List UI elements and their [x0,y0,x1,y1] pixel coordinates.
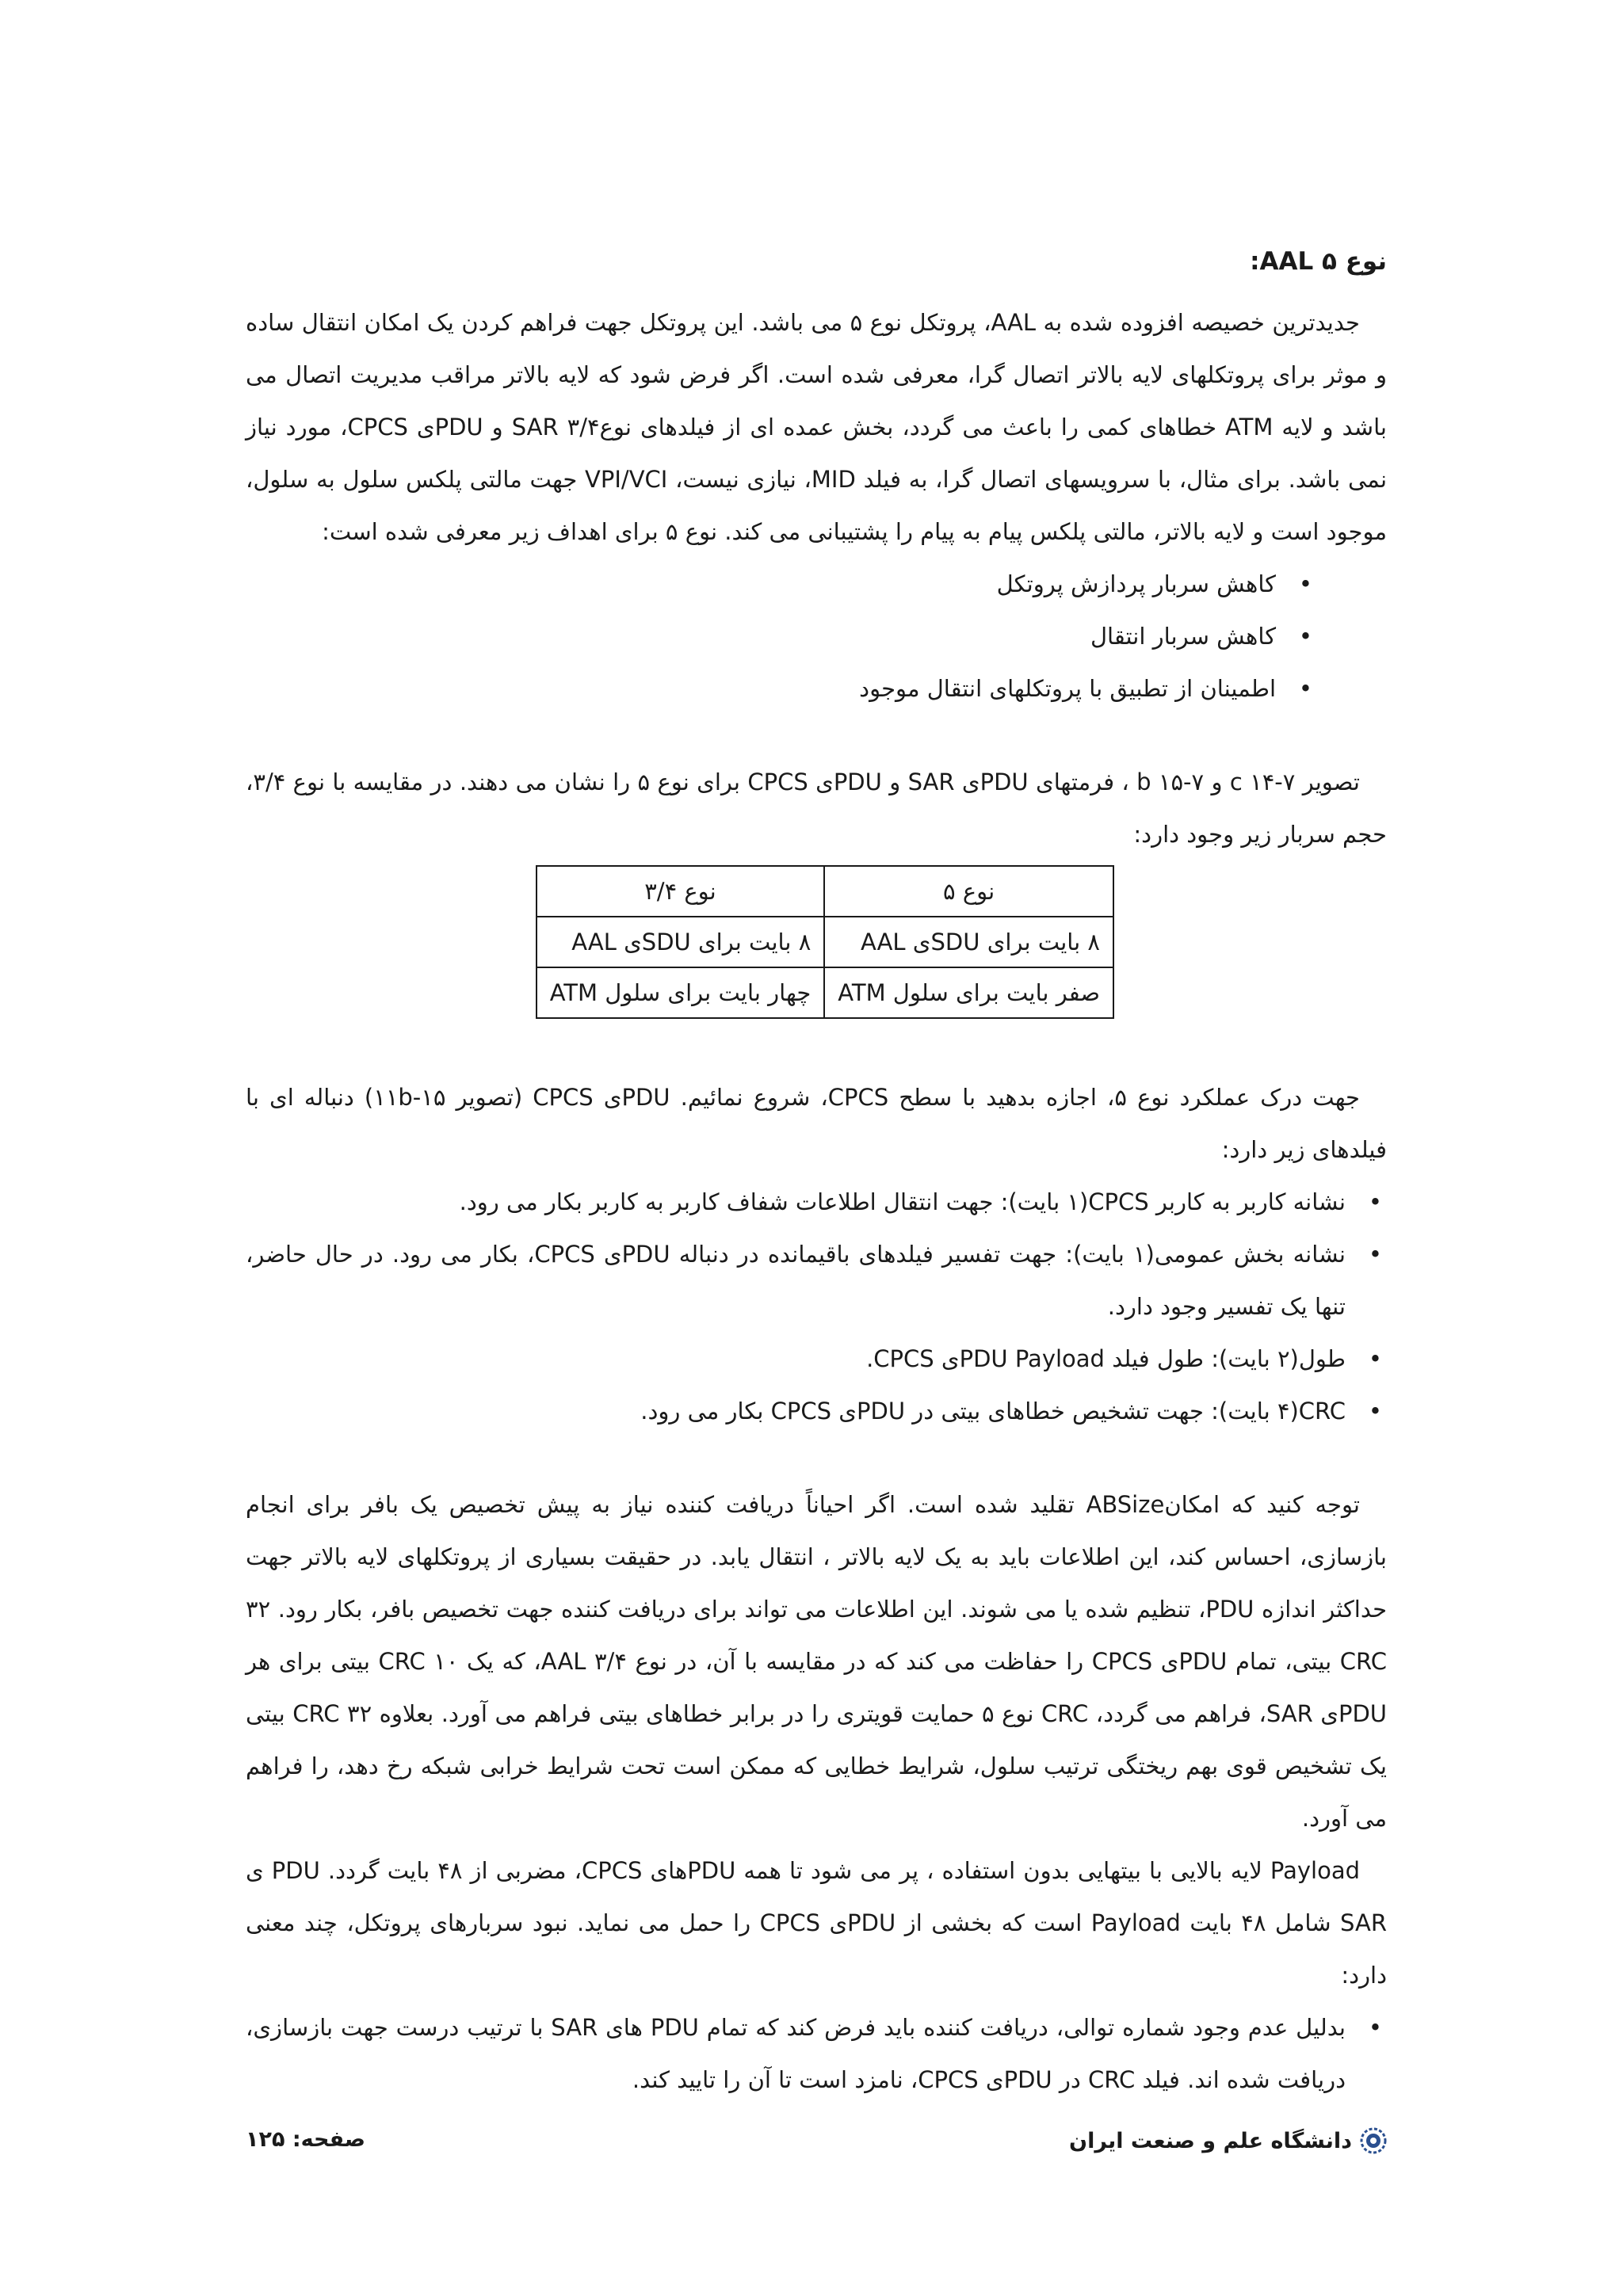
university-label: دانشگاه علم و صنعت ایران [1069,2128,1352,2153]
absize-paragraph: توجه کنید که امکانABSize تقلید شده است. اگر احیاناً دریافت کننده نیاز به پیش تخصیص یک بافر برای انجام بازسازی، احساس کند، این اطلاعات باید به یک لایه بالاتر ، انتقال یابد. در حقیقت بسیاری از پروتکلهای لایه بالاتر جهت حداکثر اندازه PDU، تنظیم شده یا می شوند. این اطلاعات می تواند برای دریافت کننده جهت تخصیص بافر، بکار رود. ۳۲ CRC بیتی، تمام PDUی CPCS را حفاظت می کند که در مقایسه با آن، در نوع ۳/۴ AAL، که یک ۱۰ CRC بیتی برای هر PDUی SAR، فراهم می گردد، CRC نوع ۵ حمایت قویتری را در برابر خطاهای بیتی فراهم می آورد. بعلاوه ۳۲ CRC بیتی یک تشخیص قوی بهم ریختگی ترتیب سلول، شرایط خطایی که ممکن است تحت شرایط خرابی شبکه رخ دهد، را فراهم می آورد. [246,1491,1388,1832]
meanings-list [246,2001,1387,2106]
spacer [246,715,1387,756]
table-row [537,967,1113,1018]
table-header: نوع ۵ [824,866,1113,917]
goal-item: • اطمینان از تطبیق با پروتکلهای انتقال موجود [246,662,1276,715]
table-cell: ۸ بایت برای SDUی AAL [824,917,1113,967]
field-item: • نشانه کاربر به کاربر CPCS(۱ بایت): جهت انتقال اطلاعات شفاف کاربر به کاربر بکار می رود. [246,1176,1346,1228]
spacer [246,1437,1387,1478]
page-footer [246,2127,1387,2175]
university-name [1069,2127,1387,2154]
university-logo-icon [1360,2127,1387,2154]
table-cell: چهار بایت برای سلول ATM [537,967,825,1018]
table-cell: ۸ بایت برای SDUی AAL [537,917,825,967]
table-row [537,917,1113,967]
spacer [246,1030,1387,1071]
payload-paragraph: Payload لایه بالایی با بیتهایی بدون استفاده ، پر می شود تا همه PDUهای CPCS، مضربی از ۴۸ بایت گردد. PDU ی SAR شامل ۴۸ بایت Payload است که بخشی از PDUی CPCS را حمل می نماید. نبود سربارهای پروتکل، چند معنی دارد: [246,1857,1387,1989]
figure-paragraph: تصویر c ۱۴-۷ و b ۱۵-۷ ، فرمتهای PDUی SAR و PDUی CPCS برای نوع ۵ را نشان می دهند. در مقایسه با نوع ۳/۴، حجم سربار زیر وجود دارد: [246,769,1387,848]
cpcs-paragraph: جهت درک عملکرد نوع ۵، اجازه بدهید با سطح CPCS، شروع نمائیم. PDUی CPCS (تصویر ۱۱b-۱۵) دنباله ای با فیلدهای زیر دارد: [246,1084,1387,1163]
document-page [246,246,1387,2106]
goal-item: • کاهش سربار انتقال [246,610,1276,662]
page-number: صفحه: ۱۲۵ [246,2127,366,2152]
table-cell: صفر بایت برای سلول ATM [824,967,1113,1018]
field-item: • نشانه بخش عمومی(۱ بایت): جهت تفسیر فیلدهای باقیمانده در دنباله PDUی CPCS، بکار می رود. در حال حاضر، تنها یک تفسیر وجود دارد. [246,1228,1346,1333]
section-heading: نوع ۵ AAL: [1250,247,1387,276]
goal-item: • کاهش سربار پردازش پروتکل [246,558,1276,610]
field-item: • CRC(۴ بایت): جهت تشخیص خطاهای بیتی در PDUی CPCS بکار می رود. [246,1385,1346,1437]
goals-list [246,558,1387,715]
overhead-table [536,865,1114,1019]
table-header-row [537,866,1113,917]
table-header: نوع ۳/۴ [537,866,825,917]
field-item: • طول(۲ بایت): طول فیلد PDU Payloadی CPCS. [246,1333,1346,1385]
meaning-item: • بدلیل عدم وجود شماره توالی، دریافت کننده باید فرض کند که تمام PDU های SAR با ترتیب درست جهت بازسازی، دریافت شده اند. فیلد CRC در PDUی CPCS، نامزد است تا آن را تایید کند. [246,2001,1346,2106]
fields-list [246,1176,1387,1437]
intro-paragraph: جدیدترین خصیصه افزوده شده به AAL، پروتکل نوع ۵ می باشد. این پروتکل جهت فراهم کردن یک امکان انتقال ساده و موثر برای پروتکلهای لایه بالاتر اتصال گرا، معرفی شده است. اگر فرض شود که لایه بالاتر مراقب مدیریت اتصال می باشد و لایه ATM خطاهای کمی را باعث می گردد، بخش عمده ای از فیلدهای نوع۳/۴ SAR و PDUی CPCS، مورد نیاز نمی باشد. برای مثال، با سرویسهای اتصال گرا، به فیلد MID، نیازی نیست، VPI/VCI جهت مالتی پلکس سلول به سلول، موجود است و لایه بالاتر، مالتی پلکس پیام به پیام را پشتیبانی می کند. نوع ۵ برای اهداف زیر معرفی شده است: [246,309,1388,545]
